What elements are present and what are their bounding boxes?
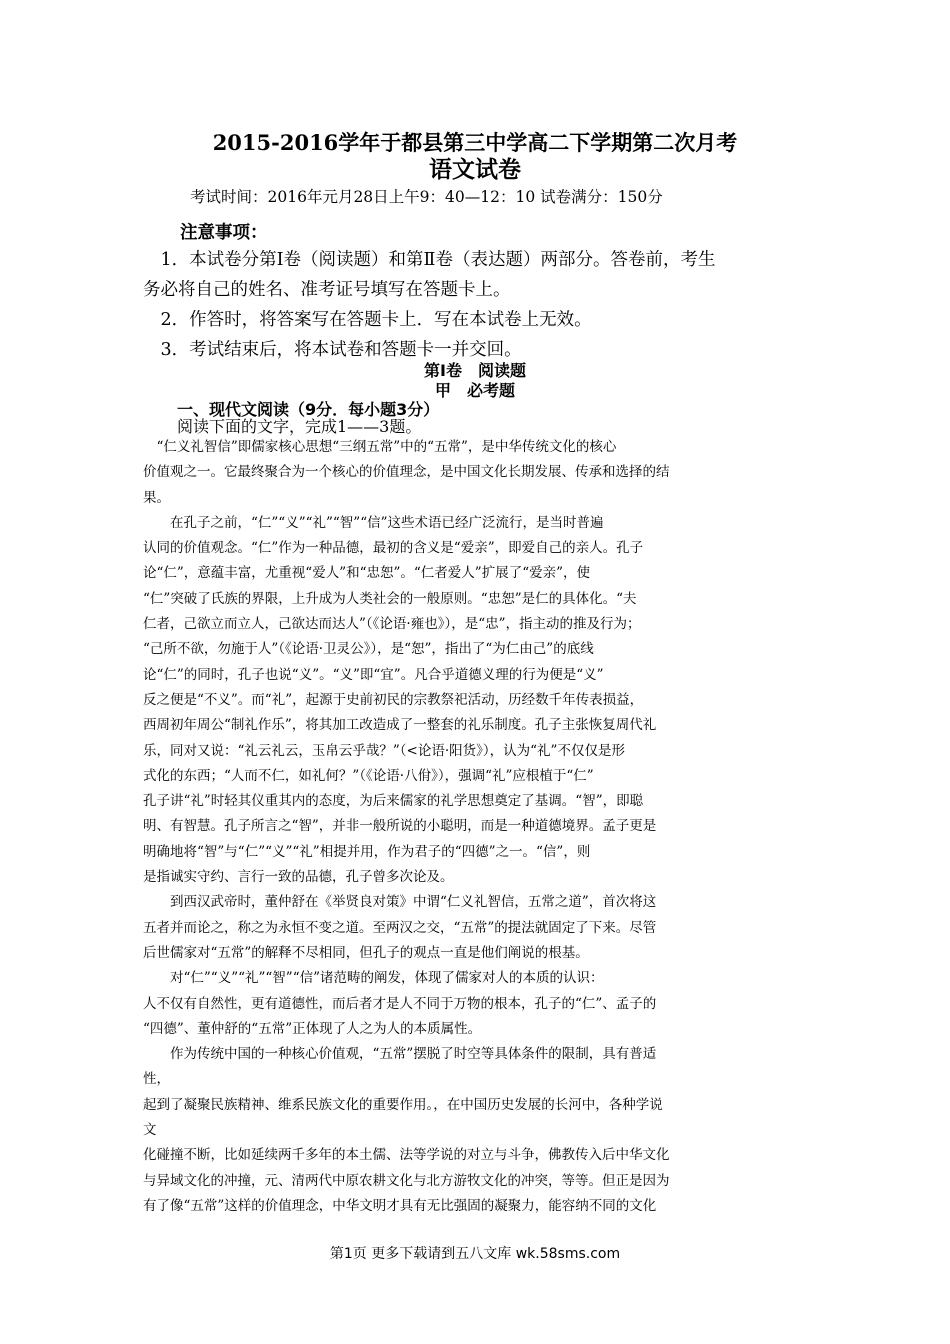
passage-line: 明确地将“智”与“仁”“义”“礼”相提并用，作为君子的“四德”之一。“信”，则 <box>143 843 591 860</box>
passage-line: 起到了凝聚民族精神、维系民族文化的重要作用。，在中国历史发展的长河中，各种学说 <box>143 1096 663 1113</box>
passage-line: 价值观之一。它最终聚合为一个核心的价值理念，是中国文化长期发展、传承和选择的结 <box>143 464 670 481</box>
passage-line: 在孔子之前，“仁”“义”“礼”“智”“信”这些术语已经广泛流行，是当时普遍 <box>143 514 604 531</box>
volume-title: 第Ⅰ卷 阅读题 <box>424 361 526 380</box>
passage-line: 文 <box>143 1122 157 1139</box>
passage-line: “仁义礼智信”即儒家核心思想“三纲五常”中的“五常”，是中华传统文化的核心 <box>143 439 617 455</box>
passage-line: “己所不欲，勿施于人”（《论语·卫灵公》），是“恕”，指出了“为仁由己”的底线 <box>143 641 594 658</box>
page-footer: 第1页 更多下载请到五八文库 wk.58sms.com <box>329 1246 621 1262</box>
passage-line: “仁”突破了氏族的界限，上升成为人类社会的一般原则。“忠恕”是仁的具体化。“夫 <box>143 590 637 607</box>
exam-title: 2015-2016学年于都县第三中学高二下学期第二次月考 <box>212 130 738 155</box>
passage-line: 西周初年周公“制礼作乐”，将其加工改造成了一整套的礼乐制度。孔子主张恢复周代礼 <box>143 717 657 734</box>
passage-line: 与异域文化的冲撞，元、清两代中原农耕文化与北方游牧文化的冲突，等等。但正是因为 <box>143 1172 670 1189</box>
reading-instruction: 阅读下面的文字，完成1——3题。 <box>177 417 422 436</box>
passage-line: 反之便是“不义”。而“礼”，起源于史前初民的宗教祭祀活动，历经数千年传表损益， <box>143 691 644 708</box>
passage-line: 明、有智慧。孔子所言之“智”，并非一般所说的小聪明，而是一种道德境界。孟子更是 <box>143 818 657 835</box>
passage-line: 对“仁”“义”“礼”“智”“信”诸范畴的阐发，体现了儒家对人的本质的认识： <box>143 970 604 987</box>
notice-line: 2．作答时，将答案写在答题卡上．写在本试卷上无效。 <box>143 310 592 330</box>
notice-line: 3．考试结束后，将本试卷和答题卡一并交回。 <box>143 340 522 360</box>
passage-text <box>143 435 813 1219</box>
passage-line: 后世儒家对“五常”的解释不尽相同，但孔子的观点一直是他们阐说的根基。 <box>143 944 589 961</box>
passage-line: 五者并而论之，称之为永恒不变之道。至两汉之交，“五常”的提法就固定了下来。尽管 <box>143 919 657 936</box>
notice-line: 务必将自己的姓名、准考证号填写在答题卡上。 <box>143 280 511 300</box>
passage-line: 到西汉武帝时，董仲舒在《举贤良对策》中谓“仁义礼智信，五常之道”，首次将这 <box>143 894 657 911</box>
passage-line: 是指诚实守约、言行一致的品德，孔子曾多次论及。 <box>143 869 454 886</box>
passage-line: 作为传统中国的一种核心价值观，“五常”摆脱了时空等具体条件的限制，具有普适 <box>143 1046 657 1063</box>
exam-subject-title: 语文试卷 <box>429 156 521 183</box>
passage-line: 论“仁”，意蕴丰富，尤重视“爱人”和“忠恕”。“仁者爱人”扩展了“爱亲”，使 <box>143 565 591 582</box>
passage-line: 果。 <box>143 489 170 506</box>
passage-line: 人不仅有自然性，更有道德性，而后者才是人不同于万物的根本，孔子的“仁”、孟子的 <box>143 995 657 1012</box>
passage-line: 有了像“五常”这样的价值理念，中华文明才具有无比强固的凝聚力，能容纳不同的文化 <box>143 1197 657 1214</box>
passage-line: 认同的价值观念。“仁”作为一种品德，最初的含义是“爱亲”，即爱自己的亲人。孔子 <box>143 540 644 557</box>
passage-line: 式化的东西；“人而不仁，如礼何？”（《论语·八佾》），强调“礼”应根植于“仁” <box>143 767 594 784</box>
exam-time-and-score: 考试时间：2016年元月28日上午9：40—12：10 试卷满分：150分 <box>190 188 663 206</box>
part-title: 甲 必考题 <box>434 381 515 400</box>
notice-line: 1．本试卷分第Ⅰ卷（阅读题）和第Ⅱ卷（表达题）两部分。答卷前，考生 <box>143 250 716 270</box>
notice-heading: 注意事项： <box>180 223 268 243</box>
passage-line: 孔子讲“礼”时轻其仪重其内的态度，为后来儒家的礼学思想奠定了基调。“智”，即聪 <box>143 793 644 810</box>
passage-line: 论“仁”的同时，孔子也说“义”。“义”即“宜”。凡合乎道德义理的行为便是“义” <box>143 666 604 683</box>
passage-line: 化碰撞不断，比如延续两千多年的本土儒、法等学说的对立与斗争，佛教传入后中华文化 <box>143 1147 670 1164</box>
passage-line: “四德”、董仲舒的“五常”正体现了人之为人的本质属性。 <box>143 1020 482 1037</box>
passage-line: 乐，同对又说：“礼云礼云，玉帛云乎哉？”（<论语·阳货》），认为“礼”不仅仅是形 <box>143 742 625 759</box>
section-heading: 一、现代文阅读（9分．每小题3分） <box>177 400 440 419</box>
passage-line: 性， <box>143 1071 170 1088</box>
passage-line: 仁者，己欲立而立人，己欲达而达人”（《论语·雍也》），是“忠”，指主动的推及行为； <box>143 616 641 633</box>
